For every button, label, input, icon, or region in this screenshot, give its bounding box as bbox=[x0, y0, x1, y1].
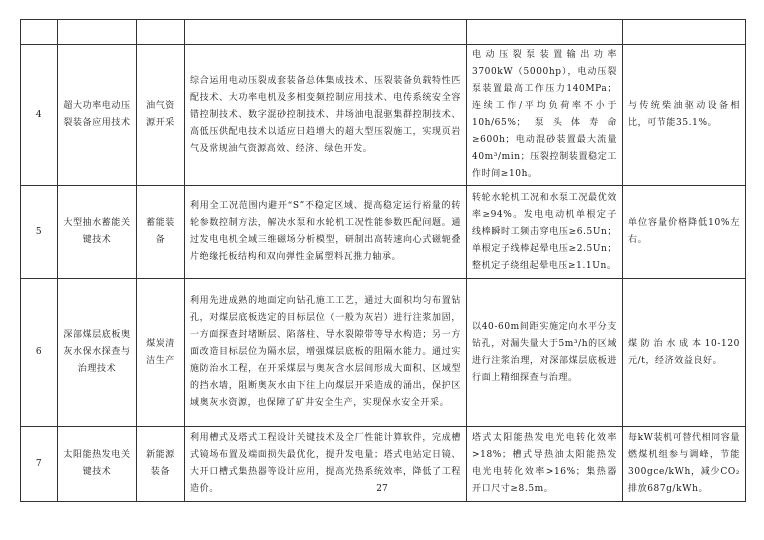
cell-name: 深部煤层底板奥灰水保水探查与治理技术 bbox=[58, 279, 137, 427]
cell-description: 利用槽式及塔式工程设计关键技术及全厂性能计算软件，完成槽式镜场布置及端面损失最优化，提升发电量；塔式电站定日镜、大开口槽式集热器等设计应用，提高光热系统效率，降低了工程造价。 bbox=[185, 427, 467, 502]
cell-no: 6 bbox=[21, 279, 58, 427]
cell-name: 太阳能热发电关键技术 bbox=[58, 427, 137, 502]
cell-effect: 与传统柴油驱动设备相比，可节能35.1%。 bbox=[623, 45, 746, 186]
cell-indicators: 以40-60m间距实施定向水平分支钻孔，对漏失量大于5m³/h的区域进行注浆治理，对深部煤层底板进行面上精细探查与治理。 bbox=[467, 279, 623, 427]
cell-name bbox=[58, 20, 137, 45]
cell-effect: 单位容量价格降低10%左右。 bbox=[623, 186, 746, 279]
cell-no bbox=[21, 20, 58, 45]
cell-effect bbox=[623, 20, 746, 45]
table-row bbox=[21, 279, 746, 427]
cell-description: 利用全工况范围内避开“S”不稳定区域、提高稳定运行裕量的转轮参数控制方法，解决水泵和水轮机工况性能参数匹配问题。通过发电电机全域三维磁场分析模型，研制出高转速向心式磁轭叠片绝缘托板结构和双向弹性金属塑料瓦推力轴承。 bbox=[185, 186, 467, 279]
cell-no: 4 bbox=[21, 45, 58, 186]
cell-field: 煤炭清洁生产 bbox=[137, 279, 185, 427]
cell-field bbox=[137, 20, 185, 45]
cell-description bbox=[185, 20, 467, 45]
table-row bbox=[21, 186, 746, 279]
cell-indicators bbox=[467, 20, 623, 45]
cell-name: 大型抽水蓄能关键技术 bbox=[58, 186, 137, 279]
page-number: 27 bbox=[376, 484, 388, 494]
cell-field: 新能源装备 bbox=[137, 427, 185, 502]
cell-effect: 煤防治水成本10-120元/t，经济效益良好。 bbox=[623, 279, 746, 427]
cell-field: 蓄能装备 bbox=[137, 186, 185, 279]
cell-indicators: 电动压裂泵装置输出功率3700kW（5000hp），电动压裂泵装置最高工作压力140MPa；连续工作/平均负荷率不小于10h/65%；泵头体寿命≥600h；电动混砂装置最大流量40m³/min；压裂控制装置稳定工作时间≥10h。 bbox=[467, 45, 623, 186]
cell-effect: 每kW装机可替代相同容量燃煤机组参与调峰，节能300gce/kWh，减少CO₂排放687g/kWh。 bbox=[623, 427, 746, 502]
cell-description: 利用先进成熟的地面定向钻孔施工工艺，通过大面积均匀布置钻孔，对煤层底板选定的目标层位（一般为灰岩）进行注浆加固，一方面探查封堵断层、陷落柱、导水裂隙带等导水构造；另一方面改造目标层位为隔水层，增强煤层底板的阻隔水能力。通过实施防治水工程，在开采煤层与奥灰含水层间形成大面积、区域型的挡水墙，阻断奥灰水由下往上向煤层开采造成的涌出，保护区域奥灰水资源，也保障了矿井安全生产，实现保水安全开采。 bbox=[185, 279, 467, 427]
cell-no: 5 bbox=[21, 186, 58, 279]
table-row bbox=[21, 45, 746, 186]
cell-indicators: 转轮水轮机工况和水泵工况最优效率≥94%。发电电动机单根定子线棒瞬时工频击穿电压≥6.5Un；单根定子线棒起晕电压≥2.5Un；整机定子绕组起晕电压≥1.1Un。 bbox=[467, 186, 623, 279]
table-row bbox=[21, 20, 746, 45]
technology-table bbox=[20, 19, 746, 502]
cell-name: 超大功率电动压裂装备应用技术 bbox=[58, 45, 137, 186]
cell-indicators: 塔式太阳能热发电光电转化效率>18%；槽式导热油太阳能热发电光电转化效率>16%；集热器开口尺寸≥8.5m。 bbox=[467, 427, 623, 502]
cell-description: 综合运用电动压裂成套装备总体集成技术、压裂装备负载特性匹配技术、大功率电机及多相变频控制应用技术、电传系统安全容错控制技术、数字混砂控制技术、井场油电混驱集群控制技术、高低压供配电技术以适应日趋增大的超大型压裂施工，实现页岩气及常规油气资源高效、经济、绿色开发。 bbox=[185, 45, 467, 186]
cell-field: 油气资源开采 bbox=[137, 45, 185, 186]
cell-no: 7 bbox=[21, 427, 58, 502]
